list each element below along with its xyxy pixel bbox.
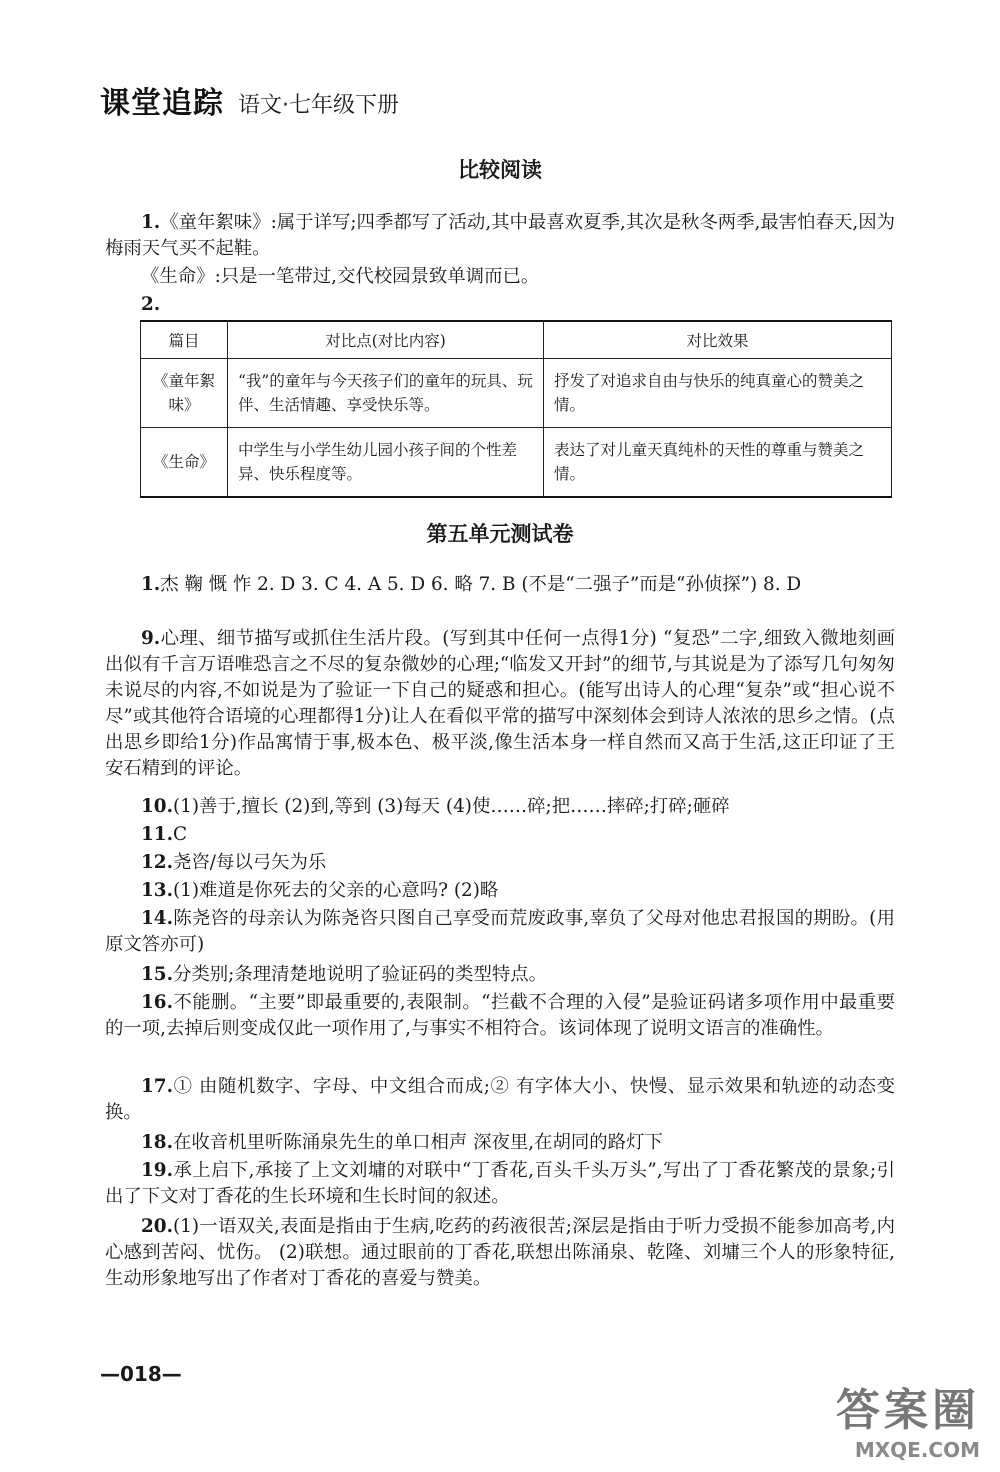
answer-item bbox=[105, 850, 895, 876]
answer-text: ① 由随机数字、字母、中文组合而成;② 有字体大小、快慢、显示效果和轨迹的动态变换。 bbox=[105, 1076, 895, 1123]
table-cell: 《童年絮味》 bbox=[141, 359, 228, 428]
table-cell: 中学生与小学生幼儿园小孩子间的个性差异、快乐程度等。 bbox=[228, 428, 544, 498]
answer-number: 15. bbox=[141, 964, 173, 985]
table-header: 对比效果 bbox=[544, 321, 892, 359]
answer-text: 尧咨/每以弓矢为乐 bbox=[173, 852, 327, 873]
answer-number: 19. bbox=[141, 1160, 173, 1181]
answer-item bbox=[105, 626, 895, 782]
watermark-url: MXQE.COM bbox=[854, 1438, 980, 1462]
answer-item bbox=[105, 1214, 895, 1292]
answer-text: 杰 鞠 慨 怍 2. D 3. C 4. A 5. D 6. 略 7. B (不是“二强子”而是“孙侦探”) 8. D bbox=[160, 574, 802, 595]
answer-text: C bbox=[173, 824, 188, 845]
answer-number: 17. bbox=[141, 1076, 173, 1097]
watermark-text: 答案圈 bbox=[836, 1385, 980, 1436]
answer-item bbox=[105, 1074, 895, 1126]
table-header: 篇目 bbox=[141, 321, 228, 359]
table-cell: 抒发了对追求自由与快乐的纯真童心的赞美之情。 bbox=[544, 359, 892, 428]
answer-number: 1. bbox=[141, 212, 161, 233]
answer-item bbox=[105, 990, 895, 1042]
answer-number: 2. bbox=[141, 294, 161, 315]
answer-number: 16. bbox=[141, 992, 173, 1013]
answer-number: 13. bbox=[141, 880, 173, 901]
answer-text: 承上启下,承接了上文刘墉的对联中“丁香花,百头千头万头”,写出了丁香花繁茂的景象;引出了下文对丁香花的生长环境和生长时间的叙述。 bbox=[105, 1160, 895, 1207]
answer-text: 不能删。“主要”即最重要的,表限制。“拦截不合理的入侵”是验证码诸多项作用中最重要的一项,去掉后则变成仅此一项作用了,与事实不相符合。该词体现了说明文语言的准确性。 bbox=[105, 992, 895, 1039]
table-cell: 《生命》 bbox=[141, 428, 228, 498]
table-header-row bbox=[141, 321, 892, 359]
table-row bbox=[141, 428, 892, 498]
table-cell: “我”的童年与今天孩子们的童年的玩具、玩伴、生活情趣、享受快乐等。 bbox=[228, 359, 544, 428]
table-cell: 表达了对儿童天真纯朴的天性的尊重与赞美之情。 bbox=[544, 428, 892, 498]
answer-text: 《童年絮味》:属于详写;四季都写了活动,其中最喜欢夏季,其次是秋冬两季,最害怕春天,因为梅雨天气买不起鞋。 bbox=[105, 212, 895, 259]
answer-number: 10. bbox=[141, 796, 173, 817]
answer-number: 14. bbox=[141, 908, 173, 929]
answer-number: 9. bbox=[141, 628, 161, 649]
watermark-logo bbox=[836, 1374, 980, 1462]
answer-text: 在收音机里听陈涌泉先生的单口相声 深夜里,在胡同的路灯下 bbox=[173, 1132, 663, 1153]
answer-2 bbox=[105, 292, 895, 318]
brand-logo: 课堂追踪 bbox=[100, 86, 224, 121]
answer-text: 陈尧咨的母亲认为陈尧咨只图自己享受而荒废政事,辜负了父母对他忠君报国的期盼。(用原文答亦可) bbox=[105, 908, 895, 955]
section-title-comparative-reading: 比较阅读 bbox=[458, 158, 542, 182]
answer-1-part2: 《生命》:只是一笔带过,交代校园景致单调而已。 bbox=[141, 266, 540, 287]
table-header: 对比点(对比内容) bbox=[228, 321, 544, 359]
answer-text: (1)善于,擅长 (2)到,等到 (3)每天 (4)使……碎;把……摔碎;打碎;砸碎 bbox=[173, 796, 730, 817]
page-header bbox=[100, 78, 399, 122]
answer-number: 12. bbox=[141, 852, 173, 873]
answer-item bbox=[105, 962, 895, 988]
answer-item bbox=[105, 794, 895, 820]
answer-number: 11. bbox=[141, 824, 173, 845]
answer-text: 心理、细节描写或抓住生活片段。(写到其中任何一点得1分) “复恐”二字,细致入微地刻画出似有千言万语唯恐言之不尽的复杂微妙的心理;“临发又开封”的细节,与其说是为了添写几句匆匆未说尽的内容,不如说是为了验证一下自己的疑惑和担心。(能写出诗人的心理“复杂”或“担心说不尽”或其他符合语境的心理都得1分)让人在看似平常的描写中深刻体会到诗人浓浓的思乡之情。(点出思乡即给1分)作品寓情于事,极本色、极平淡,像生活本身一样自然而又高于生活,这正印证了王安石精到的评论。 bbox=[105, 628, 895, 779]
answer-number: 1. bbox=[141, 574, 161, 595]
answer-number: 20. bbox=[141, 1216, 173, 1237]
comparison-table bbox=[140, 320, 892, 498]
answer-item bbox=[105, 822, 895, 848]
answer-text: 分类别;条理清楚地说明了验证码的类型特点。 bbox=[173, 964, 548, 985]
answer-item bbox=[105, 878, 895, 904]
answer-text: (1)难道是你死去的父亲的心意吗? (2)略 bbox=[173, 880, 499, 901]
answer-item bbox=[105, 1158, 895, 1210]
page-number: —018— bbox=[100, 1362, 182, 1386]
answer-item bbox=[105, 1130, 895, 1156]
answer-item bbox=[105, 906, 895, 958]
answer-item bbox=[105, 572, 895, 598]
answer-text: (1)一语双关,表面是指由于生病,吃药的药液很苦;深层是指由于听力受损不能参加高考,内心感到苦闷、忧伤。 (2)联想。通过眼前的丁香花,联想出陈涌泉、乾隆、刘墉三个人的形象特征,生动形象地写出了作者对丁香花的喜爱与赞美。 bbox=[105, 1216, 895, 1289]
answer-1 bbox=[105, 210, 895, 262]
table-row bbox=[141, 359, 892, 428]
section-title-unit-test: 第五单元测试卷 bbox=[426, 522, 574, 546]
answer-number: 18. bbox=[141, 1132, 173, 1153]
book-title: 语文·七年级下册 bbox=[238, 93, 399, 118]
